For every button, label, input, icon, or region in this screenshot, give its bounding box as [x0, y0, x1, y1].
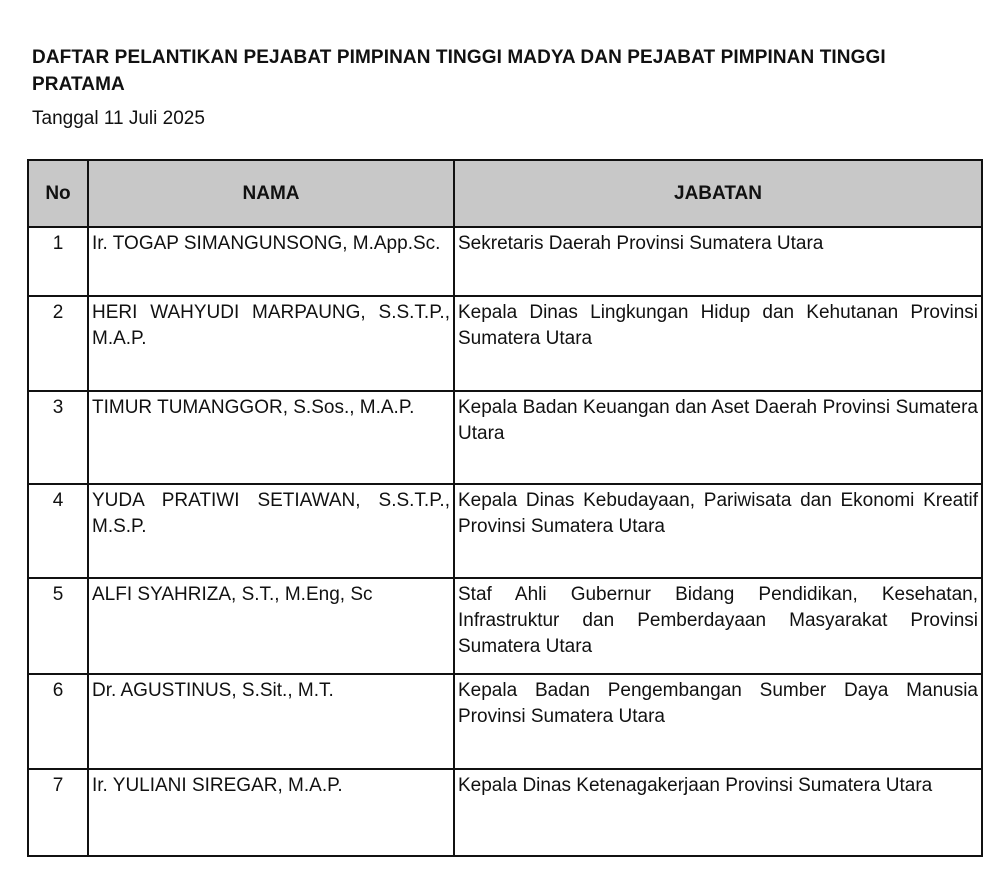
header-jabatan: JABATAN: [454, 160, 982, 227]
row-jabatan: Staf Ahli Gubernur Bidang Pendidikan, Kesehatan, Infrastruktur dan Pemberdayaan Masyarakat Provinsi Sumatera Utara: [454, 578, 982, 674]
row-nama: YUDA PRATIWI SETIAWAN, S.S.T.P., M.S.P.: [88, 484, 454, 578]
header-no: No: [28, 160, 88, 227]
row-nama: HERI WAHYUDI MARPAUNG, S.S.T.P., M.A.P.: [88, 296, 454, 391]
row-nama: Ir. YULIANI SIREGAR, M.A.P.: [88, 769, 454, 856]
row-no: 7: [28, 769, 88, 856]
row-no: 3: [28, 391, 88, 484]
table-row: [28, 484, 982, 578]
document-date: Tanggal 11 Juli 2025: [32, 108, 205, 129]
appointment-table: [27, 159, 983, 857]
row-jabatan: Kepala Dinas Kebudayaan, Pariwisata dan Ekonomi Kreatif Provinsi Sumatera Utara: [454, 484, 982, 578]
row-nama: TIMUR TUMANGGOR, S.Sos., M.A.P.: [88, 391, 454, 484]
row-no: 6: [28, 674, 88, 769]
header-nama: NAMA: [88, 160, 454, 227]
row-jabatan: Sekretaris Daerah Provinsi Sumatera Utara: [454, 227, 982, 296]
document-title: DAFTAR PELANTIKAN PEJABAT PIMPINAN TINGGI MADYA DAN PEJABAT PIMPINAN TINGGI PRATAMA: [32, 47, 886, 95]
row-jabatan: Kepala Dinas Ketenagakerjaan Provinsi Sumatera Utara: [454, 769, 982, 856]
row-no: 2: [28, 296, 88, 391]
table-row: [28, 227, 982, 296]
row-no: 1: [28, 227, 88, 296]
row-jabatan: Kepala Badan Pengembangan Sumber Daya Manusia Provinsi Sumatera Utara: [454, 674, 982, 769]
row-jabatan: Kepala Dinas Lingkungan Hidup dan Kehutanan Provinsi Sumatera Utara: [454, 296, 982, 391]
row-no: 5: [28, 578, 88, 674]
row-nama: ALFI SYAHRIZA, S.T., M.Eng, Sc: [88, 578, 454, 674]
row-nama: Ir. TOGAP SIMANGUNSONG, M.App.Sc.: [88, 227, 454, 296]
table-row: [28, 674, 982, 769]
table-header-row: [28, 160, 982, 227]
row-no: 4: [28, 484, 88, 578]
row-jabatan: Kepala Badan Keuangan dan Aset Daerah Provinsi Sumatera Utara: [454, 391, 982, 484]
table-row: [28, 391, 982, 484]
table-row: [28, 769, 982, 856]
row-nama: Dr. AGUSTINUS, S.Sit., M.T.: [88, 674, 454, 769]
table-row: [28, 578, 982, 674]
table-row: [28, 296, 982, 391]
